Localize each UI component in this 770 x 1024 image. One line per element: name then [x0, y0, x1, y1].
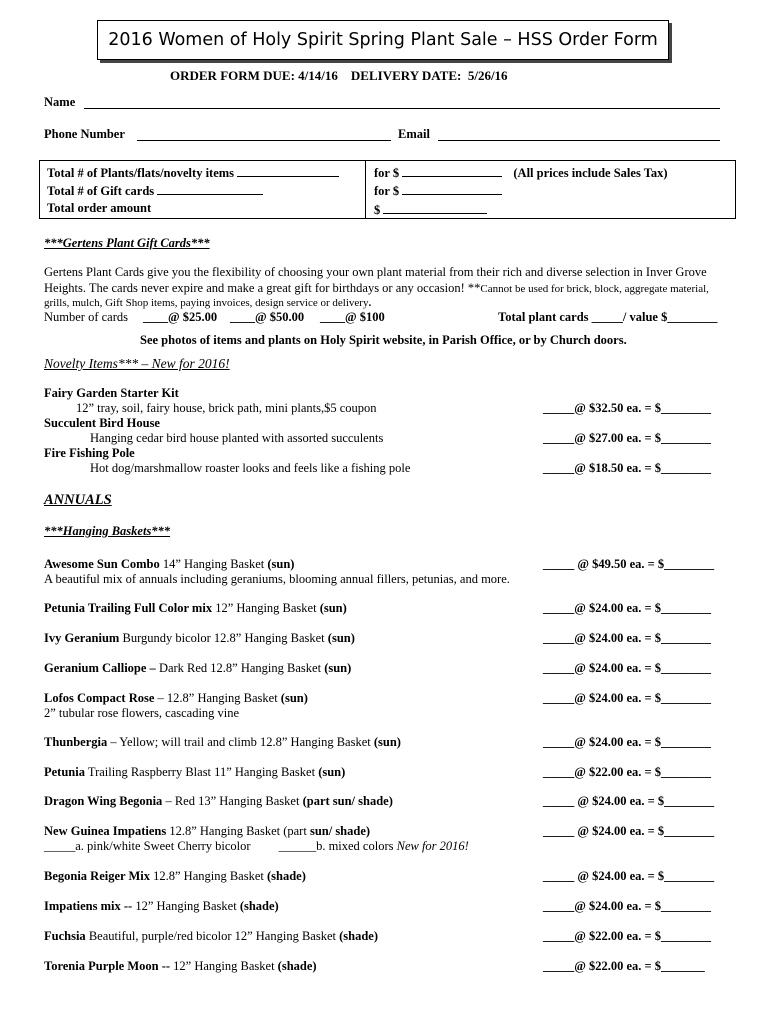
basket-name: Fuchsia [44, 929, 86, 943]
basket-price[interactable]: _____ @ $24.00 ea. = $________ [543, 869, 715, 883]
basket-line [44, 691, 308, 706]
basket-line [44, 929, 378, 944]
basket-price[interactable]: _____@ $24.00 ea. = $________ [543, 899, 712, 913]
basket-line [44, 601, 347, 616]
email-label: Email [398, 127, 430, 141]
basket-line [44, 557, 294, 572]
name-label: Name [44, 95, 76, 109]
basket-line [44, 631, 355, 646]
basket-desc: 12” Hanging Basket [170, 959, 278, 973]
basket-price[interactable]: _____ @ $24.00 ea. = $________ [543, 824, 715, 838]
basket-price[interactable]: _____ @ $49.50 ea. = $________ [543, 557, 715, 571]
order-dollar-label: $ [374, 203, 381, 217]
basket-line [44, 869, 306, 884]
basket-name: Impatiens mix -- [44, 899, 133, 913]
gift-amount-field[interactable] [402, 182, 502, 195]
gift-para-line1: Gertens Plant Cards give you the flexibility of choosing your own plant material from their rich and diverse selection in Inver Grove [44, 265, 707, 279]
basket-desc: Trailing Raspberry Blast 11” Hanging Basket [84, 765, 319, 779]
email-field[interactable] [438, 128, 720, 141]
novelty-item-price[interactable]: _____@ $18.50 ea. = $________ [543, 461, 712, 475]
plants-total-label: Total # of Plants/flats/novelty items [47, 166, 235, 180]
basket-light: (sun) [280, 691, 308, 705]
novelty-item-name: Succulent Bird House [44, 416, 160, 430]
basket-line [44, 765, 345, 780]
annuals-heading: ANNUALS [44, 492, 112, 508]
option-a[interactable]: _____a. pink/white Sweet Cherry bicolor [44, 839, 251, 853]
basket-light: (shade) [277, 959, 317, 973]
basket-light: (sun) [318, 765, 346, 779]
novelty-heading: Novelty Items*** – New for 2016! [44, 356, 230, 371]
basket-name: Petunia Trailing Full Color mix [44, 601, 213, 615]
new-for-2016-note: New for 2016! [396, 839, 469, 853]
basket-desc: Dark Red 12.8” Hanging Basket [155, 661, 325, 675]
basket-line [44, 661, 351, 676]
basket-name: Geranium Calliope – [44, 661, 156, 675]
photos-note: See photos of items and plants on Holy Spirit website, in Parish Office, or by Church doors. [140, 333, 627, 347]
basket-name: Awesome Sun Combo [44, 557, 160, 571]
basket-light: (part sun/ shade) [302, 794, 393, 808]
novelty-item-price[interactable]: _____@ $32.50 ea. = $________ [543, 401, 712, 415]
basket-line2: 2” tubular rose flowers, cascading vine [44, 706, 240, 720]
form-title [97, 20, 669, 60]
basket-desc: Burgundy bicolor 12.8” Hanging Basket [119, 631, 328, 645]
due-date-line: ORDER FORM DUE: 4/14/16 DELIVERY DATE: 5/26/16 [170, 68, 508, 83]
basket-name: Torenia Purple Moon -- [44, 959, 171, 973]
basket-desc: 12” Hanging Basket [212, 601, 320, 615]
basket-line [44, 959, 317, 974]
basket-desc: Beautiful, purple/red bicolor 12” Hanging Basket [85, 929, 340, 943]
basket-light: (sun) [324, 661, 352, 675]
gift-total-field[interactable] [157, 182, 263, 195]
basket-price[interactable]: _____@ $22.00 ea. = $_______ [543, 959, 705, 973]
basket-name: Thunbergia [44, 735, 108, 749]
novelty-item-desc: 12” tray, soil, fairy house, brick path, mini plants,$5 coupon [76, 401, 377, 415]
plants-amount-field[interactable] [402, 164, 502, 177]
basket-desc: – Red 13” Hanging Basket [162, 794, 303, 808]
order-total-label: Total order amount [47, 201, 152, 215]
basket-name: Petunia [44, 765, 85, 779]
basket-light: (sun) [267, 557, 295, 571]
number-cards-label: Number of cards [44, 310, 128, 324]
basket-line [44, 899, 279, 914]
basket-light: sun/ shade) [309, 824, 371, 838]
basket-desc: 12.8” Hanging Basket (part [166, 824, 310, 838]
basket-name: Begonia Reiger Mix [44, 869, 150, 883]
basket-price[interactable]: _____@ $22.00 ea. = $________ [543, 765, 712, 779]
basket-desc: – 12.8” Hanging Basket [154, 691, 281, 705]
hanging-baskets-heading: ***Hanging Baskets*** [44, 524, 171, 538]
gift-para-line3: grills, mulch, Gift Shop items, paying invoices, design service or delivery [44, 297, 369, 309]
basket-line [44, 735, 401, 750]
plants-total-field[interactable] [237, 164, 339, 177]
basket-line2: A beautiful mix of annuals including geraniums, blooming annual fillers, petunias, and more. [44, 572, 510, 586]
gift-total-label: Total # of Gift cards [47, 184, 155, 198]
order-amount-field[interactable] [383, 201, 487, 214]
basket-light: (shade) [339, 929, 378, 943]
sales-tax-note: (All prices include Sales Tax) [513, 166, 668, 180]
option-b[interactable]: ______b. mixed colors [278, 839, 397, 853]
phone-field[interactable] [137, 128, 391, 141]
novelty-item-name: Fire Fishing Pole [44, 446, 135, 460]
plants-for-label: for $ [374, 166, 400, 180]
novelty-item-desc: Hot dog/marshmallow roaster looks and feels like a fishing pole [90, 461, 411, 475]
form-title-text: 2016 Women of Holy Spirit Spring Plant Sale – HSS Order Form [108, 30, 658, 50]
basket-price[interactable]: _____ @ $24.00 ea. = $________ [543, 794, 715, 808]
novelty-item-name: Fairy Garden Starter Kit [44, 386, 179, 400]
gift-cards-heading: ***Gertens Plant Gift Cards*** [44, 236, 210, 250]
gift-restriction-note: Cannot be used for brick, block, aggregate material, [480, 283, 709, 295]
basket-light: (shade) [267, 869, 306, 883]
gift-para-line2: Heights. The cards never expire and make a great gift for birthdays or any occasion! ** [44, 281, 481, 295]
basket-light: (shade) [239, 899, 279, 913]
basket-line [44, 794, 393, 809]
basket-price[interactable]: _____@ $24.00 ea. = $________ [543, 735, 712, 749]
basket-price[interactable]: _____@ $24.00 ea. = $________ [543, 601, 712, 615]
phone-label: Phone Number [44, 127, 125, 141]
basket-name: Ivy Geranium [44, 631, 120, 645]
totals-box [39, 160, 736, 219]
gift-para-period: . [368, 297, 372, 309]
novelty-item-desc: Hanging cedar bird house planted with assorted succulents [90, 431, 384, 445]
totals-divider [365, 161, 366, 218]
basket-light: (sun) [319, 601, 347, 615]
total-plant-cards[interactable]: Total plant cards _____/ value $________ [498, 310, 718, 324]
gift-for-label: for $ [374, 184, 400, 198]
basket-desc: 12” Hanging Basket [132, 899, 240, 913]
basket-name: New Guinea Impatiens [44, 824, 167, 838]
basket-name: Lofos Compact Rose [44, 691, 155, 705]
basket-price[interactable]: _____@ $24.00 ea. = $________ [543, 631, 712, 645]
basket-price[interactable]: _____@ $24.00 ea. = $________ [543, 691, 712, 705]
name-field[interactable] [84, 96, 720, 109]
basket-price[interactable]: _____@ $22.00 ea. = $________ [543, 929, 712, 943]
basket-name: Dragon Wing Begonia [44, 794, 163, 808]
basket-light: (sun) [373, 735, 401, 749]
novelty-item-price[interactable]: _____@ $27.00 ea. = $________ [543, 431, 712, 445]
basket-line [44, 824, 370, 839]
basket-light: (sun) [327, 631, 355, 645]
basket-options [44, 839, 469, 854]
card-option-25[interactable]: ____@ $25.00 [143, 310, 218, 324]
card-option-100[interactable]: ____@ $100 [320, 310, 385, 324]
basket-price[interactable]: _____@ $24.00 ea. = $________ [543, 661, 712, 675]
card-option-50[interactable]: ____@ $50.00 [230, 310, 305, 324]
basket-desc: 14” Hanging Basket [159, 557, 268, 571]
basket-desc: – Yellow; will trail and climb 12.8” Hanging Basket [107, 735, 374, 749]
basket-desc: 12.8” Hanging Basket [150, 869, 267, 883]
